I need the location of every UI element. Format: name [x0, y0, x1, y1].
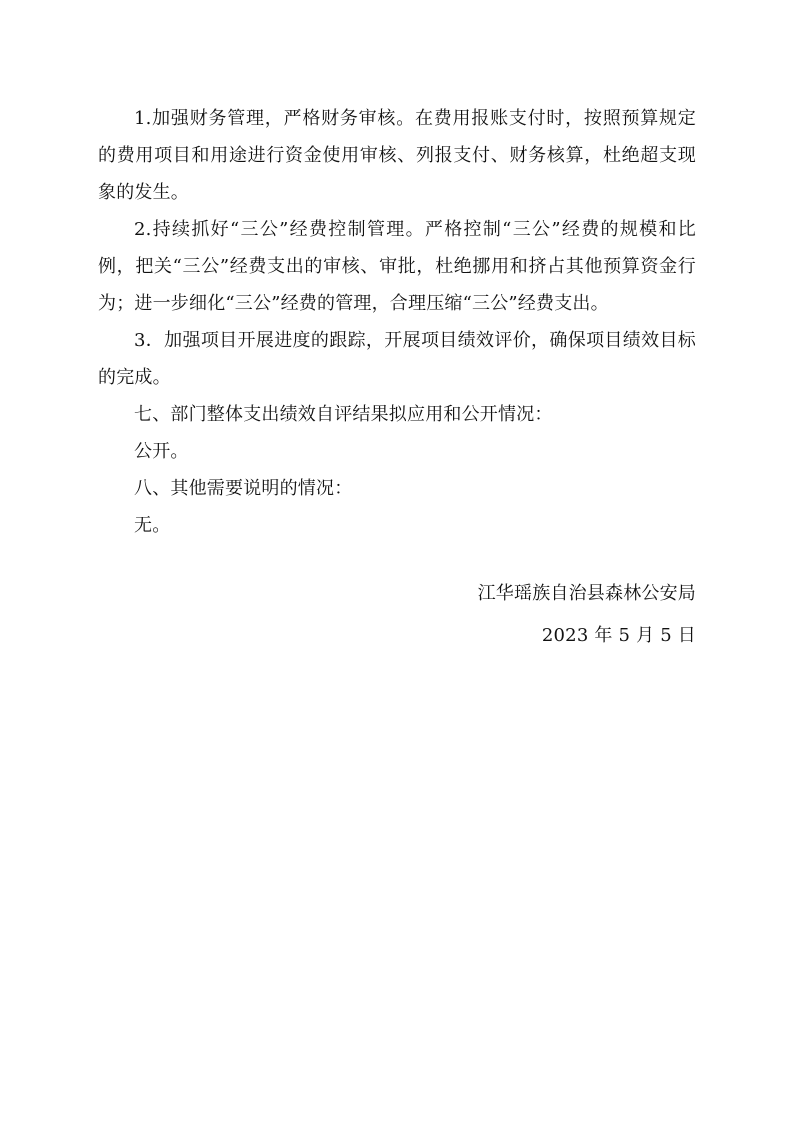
paragraph-finance-management: 1.加强财务管理，严格财务审核。在费用报账支付时，按照预算规定的费用项目和用途进行资金使用审核、列报支付、财务核算，杜绝超支现象的发生。 — [98, 108, 696, 203]
section-heading-seven: 七、部门整体支出绩效自评结果拟应用和公开情况： — [134, 404, 553, 425]
paragraph-none: 无。 — [134, 515, 171, 536]
section-heading-eight: 八、其他需要说明的情况： — [134, 478, 353, 499]
signature-date: 2023 年 5 月 5 日 — [541, 625, 696, 646]
signature-organization: 江华瑶族自治县森林公安局 — [477, 583, 696, 604]
paragraph-project-tracking: 3．加强项目开展进度的跟踪，开展项目绩效评价，确保项目绩效目标的完成。 — [98, 330, 696, 388]
signature-block — [478, 573, 696, 657]
paragraph-three-public-expenses: 2.持续抓好“三公”经费控制管理。严格控制“三公”经费的规模和比例，把关“三公”经费支出的审核、审批，杜绝挪用和挤占其他预算资金行为；进一步细化“三公”经费的管理，合理压缩“三公”经费支出。 — [98, 219, 696, 314]
document-body — [98, 100, 696, 544]
paragraph-disclosure: 公开。 — [134, 441, 189, 462]
